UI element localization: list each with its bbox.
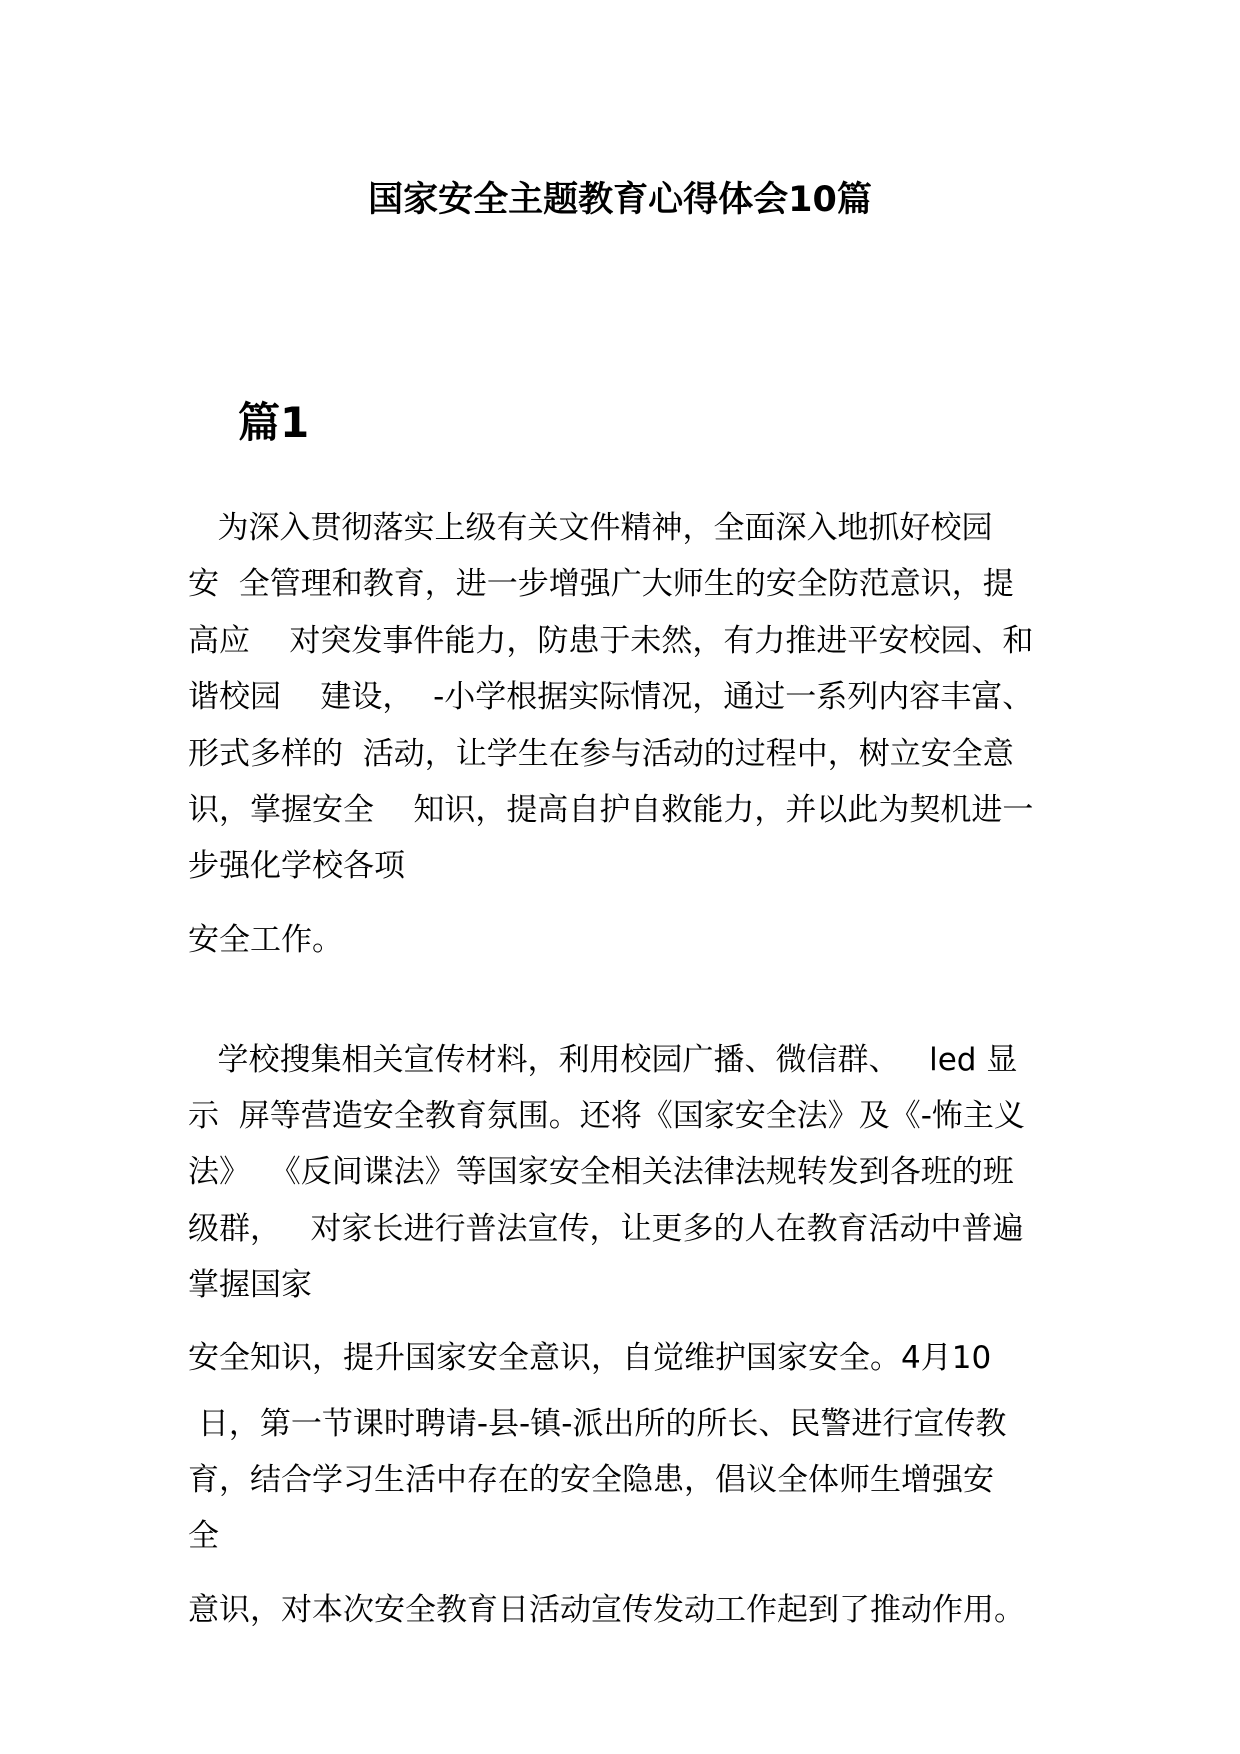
document-title: 国家安全主题教育心得体会10篇 — [368, 180, 872, 220]
paragraph-line: 法》 《反间谍法》等国家安全相关法律法规转发到各班的班 — [188, 1154, 1014, 1190]
paragraph-line: 掌握国家 — [188, 1267, 312, 1303]
paragraph-line: 高应 对突发事件能力，防患于未然，有力推进平安校园、和 — [188, 623, 1034, 659]
paragraph-line: 安全知识，提升国家安全意识，自觉维护国家安全。4月10 — [188, 1340, 992, 1376]
paragraph-line: 全 — [188, 1518, 219, 1554]
paragraph-line: 谐校园 建设， -小学根据实际情况，通过一系列内容丰富、 — [188, 679, 1034, 715]
paragraph-line: 级群， 对家长进行普法宣传，让更多的人在教育活动中普遍 — [188, 1211, 1024, 1247]
paragraph-line: 日，第一节课时聘请-县-镇-派出所的所长、民警进行宣传教 — [188, 1406, 1007, 1442]
paragraph-line: 学校搜集相关宣传材料，利用校园广播、微信群、 led 显 — [188, 1042, 1018, 1078]
paragraph-line: 识，掌握安全 知识，提高自护自救能力，并以此为契机进一 — [188, 792, 1034, 828]
paragraph-line: 为深入贯彻落实上级有关文件精神，全面深入地抓好校园 — [188, 510, 993, 546]
paragraph-line: 意识，对本次安全教育日活动宣传发动工作起到了推动作用。 — [188, 1592, 1025, 1628]
paragraph-line: 步强化学校各项 — [188, 848, 405, 884]
section-heading: 篇1 — [238, 398, 310, 447]
paragraph-line: 形式多样的 活动，让学生在参与活动的过程中，树立安全意 — [188, 736, 1014, 772]
paragraph-line: 育，结合学习生活中存在的安全隐患，倡议全体师生增强安 — [188, 1462, 994, 1498]
paragraph-line: 安 全管理和教育，进一步增强广大师生的安全防范意识，提 — [188, 566, 1014, 602]
paragraph-line: 示 屏等营造安全教育氛围。还将《国家安全法》及《-怖主义 — [188, 1098, 1025, 1134]
paragraph-line: 安全工作。 — [188, 922, 343, 958]
